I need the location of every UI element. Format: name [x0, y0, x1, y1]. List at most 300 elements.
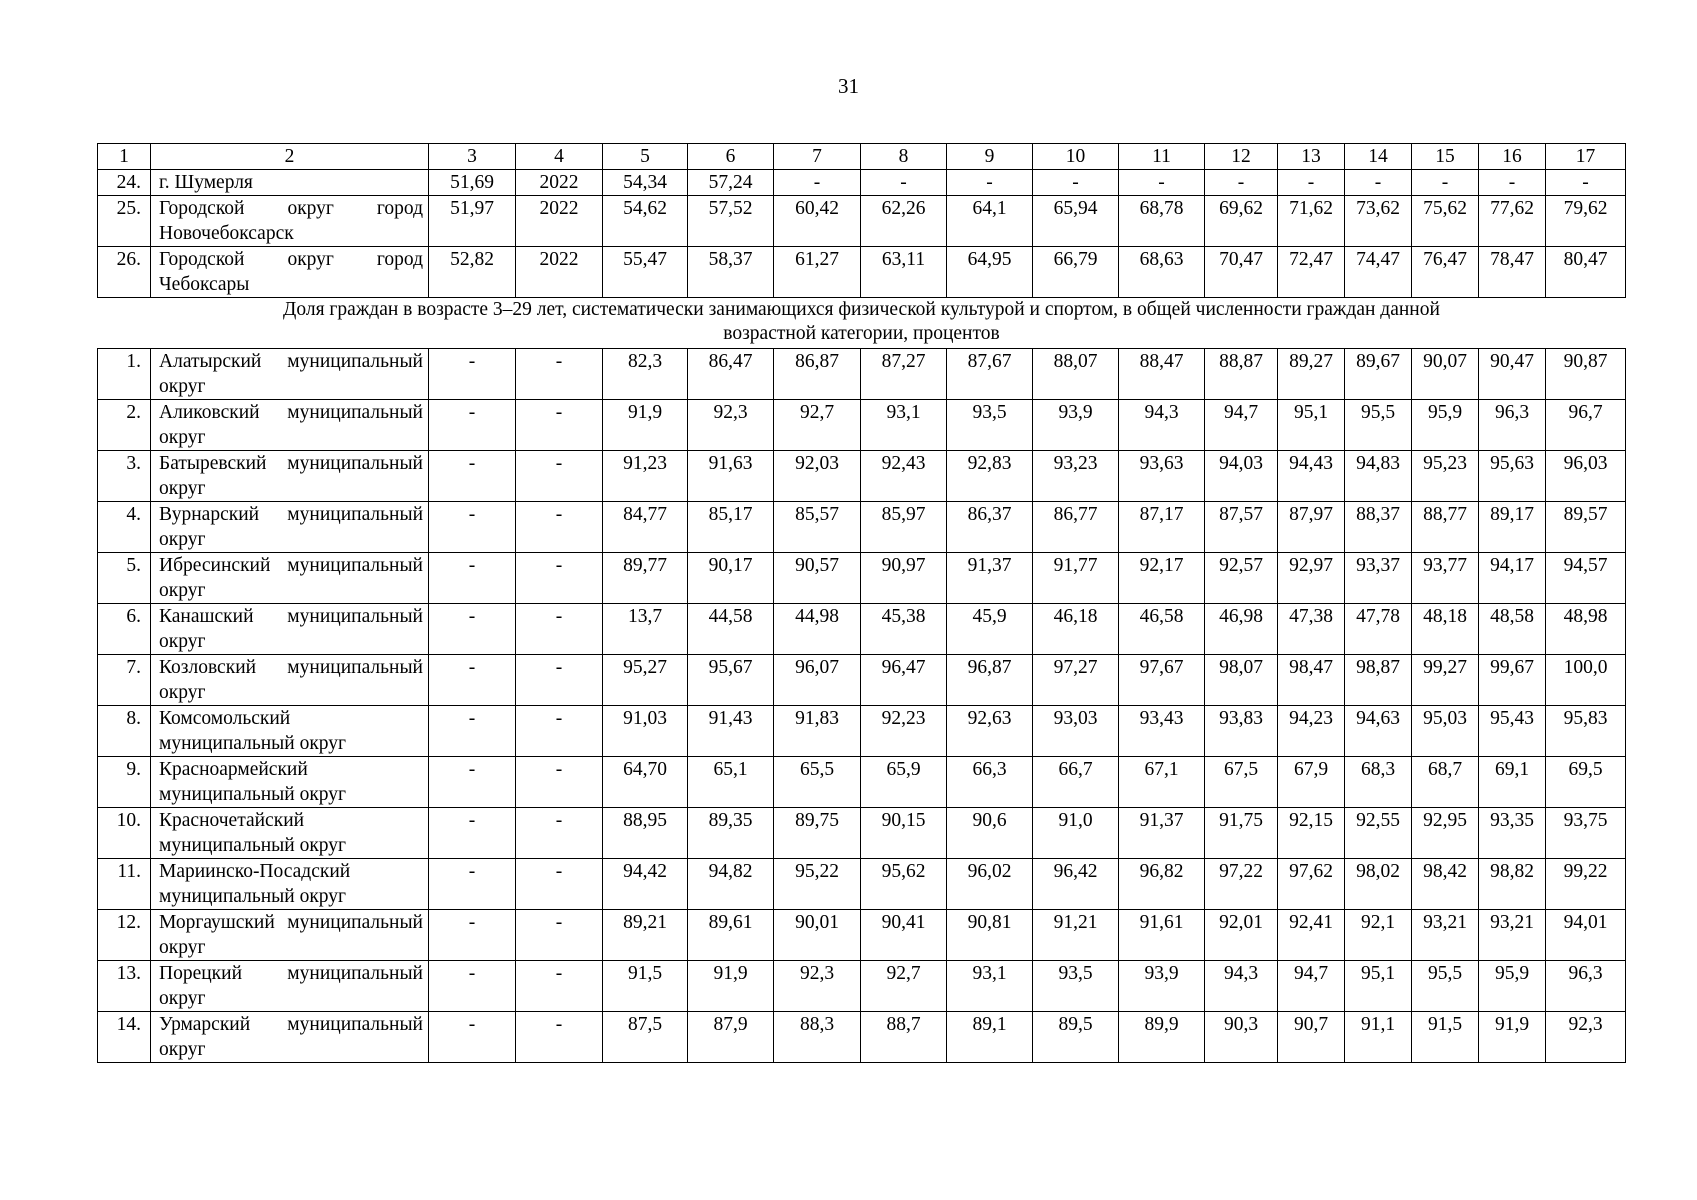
row-number-cell: 6.	[98, 604, 151, 655]
row-number-cell: 13.	[98, 961, 151, 1012]
value-cell: -	[1479, 170, 1546, 196]
value-cell: 89,1	[947, 1012, 1033, 1063]
value-cell: 91,5	[603, 961, 688, 1012]
value-cell: 92,3	[774, 961, 861, 1012]
value-cell: 89,21	[603, 910, 688, 961]
value-cell: 94,83	[1345, 451, 1412, 502]
value-cell: 99,22	[1546, 859, 1626, 910]
value-cell: 44,98	[774, 604, 861, 655]
value-cell: 91,9	[688, 961, 774, 1012]
value-cell: 94,3	[1119, 400, 1205, 451]
value-cell: -	[516, 961, 603, 1012]
value-cell: -	[429, 451, 516, 502]
value-cell: -	[429, 553, 516, 604]
value-cell: 94,01	[1546, 910, 1626, 961]
value-cell: 92,03	[774, 451, 861, 502]
value-cell: -	[516, 706, 603, 757]
value-cell: 93,1	[947, 961, 1033, 1012]
value-cell: 64,95	[947, 247, 1033, 298]
value-cell: 97,67	[1119, 655, 1205, 706]
value-cell: 85,57	[774, 502, 861, 553]
column-number-cell: 12	[1205, 144, 1278, 170]
value-cell: 90,81	[947, 910, 1033, 961]
value-cell: 96,7	[1546, 400, 1626, 451]
column-number-cell: 2	[151, 144, 429, 170]
value-cell: 77,62	[1479, 196, 1546, 247]
value-cell: 13,7	[603, 604, 688, 655]
value-cell: 46,98	[1205, 604, 1278, 655]
value-cell: 98,42	[1412, 859, 1479, 910]
value-cell: 45,9	[947, 604, 1033, 655]
value-cell: 68,78	[1119, 196, 1205, 247]
table-row	[98, 349, 1626, 400]
municipality-name-cell: Порецкий муниципальный округ	[151, 961, 429, 1012]
value-cell: 90,97	[861, 553, 947, 604]
value-cell: 88,77	[1412, 502, 1479, 553]
value-cell: 94,82	[688, 859, 774, 910]
value-cell: 89,75	[774, 808, 861, 859]
value-cell: 89,5	[1033, 1012, 1119, 1063]
value-cell: 92,15	[1278, 808, 1345, 859]
value-cell: 46,18	[1033, 604, 1119, 655]
value-cell: 94,57	[1546, 553, 1626, 604]
value-cell: 65,9	[861, 757, 947, 808]
value-cell: 75,62	[1412, 196, 1479, 247]
value-cell: 90,15	[861, 808, 947, 859]
value-cell: 58,37	[688, 247, 774, 298]
table-row	[98, 1012, 1626, 1063]
value-cell: 96,03	[1546, 451, 1626, 502]
value-cell: 85,97	[861, 502, 947, 553]
value-cell: -	[429, 859, 516, 910]
value-cell: 66,79	[1033, 247, 1119, 298]
section-title: Доля граждан в возрасте 3–29 лет, систематически занимающихся физической культурой и спортом, в общей численности граждан данной возрастной категории, процентов	[98, 298, 1626, 349]
value-cell: 94,42	[603, 859, 688, 910]
value-cell: 93,75	[1546, 808, 1626, 859]
value-cell: -	[429, 1012, 516, 1063]
value-cell: 55,47	[603, 247, 688, 298]
value-cell: 91,5	[1412, 1012, 1479, 1063]
value-cell: -	[774, 170, 861, 196]
value-cell: 92,83	[947, 451, 1033, 502]
row-number-cell: 12.	[98, 910, 151, 961]
value-cell: 92,95	[1412, 808, 1479, 859]
value-cell: 91,37	[947, 553, 1033, 604]
value-cell: 90,7	[1278, 1012, 1345, 1063]
value-cell: 70,47	[1205, 247, 1278, 298]
value-cell: 64,70	[603, 757, 688, 808]
value-cell: 96,07	[774, 655, 861, 706]
value-cell: 88,37	[1345, 502, 1412, 553]
value-cell: 91,23	[603, 451, 688, 502]
value-cell: -	[429, 808, 516, 859]
section-title-row	[98, 298, 1626, 349]
row-number-cell: 2.	[98, 400, 151, 451]
column-number-cell: 4	[516, 144, 603, 170]
value-cell: 88,07	[1033, 349, 1119, 400]
value-cell: -	[429, 604, 516, 655]
value-cell: 92,3	[688, 400, 774, 451]
value-cell: 89,77	[603, 553, 688, 604]
value-cell: 71,62	[1278, 196, 1345, 247]
value-cell: 90,6	[947, 808, 1033, 859]
value-cell: 93,35	[1479, 808, 1546, 859]
value-cell: 68,3	[1345, 757, 1412, 808]
value-cell: 95,1	[1278, 400, 1345, 451]
value-cell: 67,9	[1278, 757, 1345, 808]
value-cell: -	[1033, 170, 1119, 196]
value-cell: 88,87	[1205, 349, 1278, 400]
value-cell: -	[861, 170, 947, 196]
value-cell: 69,1	[1479, 757, 1546, 808]
value-cell: 95,9	[1479, 961, 1546, 1012]
row-number-cell: 25.	[98, 196, 151, 247]
value-cell: -	[1412, 170, 1479, 196]
value-cell: 54,62	[603, 196, 688, 247]
value-cell: 91,03	[603, 706, 688, 757]
value-cell: -	[516, 502, 603, 553]
row-number-cell: 10.	[98, 808, 151, 859]
value-cell: 87,5	[603, 1012, 688, 1063]
value-cell: 95,27	[603, 655, 688, 706]
value-cell: 47,78	[1345, 604, 1412, 655]
value-cell: 92,23	[861, 706, 947, 757]
value-cell: 87,9	[688, 1012, 774, 1063]
value-cell: -	[516, 1012, 603, 1063]
municipality-name-cell: Городской округ город Чебоксары	[151, 247, 429, 298]
indicator-table	[97, 143, 1626, 1063]
row-number-cell: 9.	[98, 757, 151, 808]
column-number-cell: 6	[688, 144, 774, 170]
value-cell: 80,47	[1546, 247, 1626, 298]
value-cell: 93,37	[1345, 553, 1412, 604]
column-number-cell: 7	[774, 144, 861, 170]
value-cell: 91,0	[1033, 808, 1119, 859]
value-cell: 92,7	[861, 961, 947, 1012]
value-cell: 96,47	[861, 655, 947, 706]
value-cell: 93,9	[1033, 400, 1119, 451]
municipality-name-cell: Вурнарский муниципальный округ	[151, 502, 429, 553]
value-cell: 87,97	[1278, 502, 1345, 553]
value-cell: 100,0	[1546, 655, 1626, 706]
value-cell: 90,01	[774, 910, 861, 961]
column-number-cell: 3	[429, 144, 516, 170]
value-cell: 98,02	[1345, 859, 1412, 910]
value-cell: 93,21	[1479, 910, 1546, 961]
value-cell: 94,43	[1278, 451, 1345, 502]
value-cell: 73,62	[1345, 196, 1412, 247]
value-cell: 61,27	[774, 247, 861, 298]
value-cell: 87,67	[947, 349, 1033, 400]
value-cell: 95,5	[1412, 961, 1479, 1012]
value-cell: 91,63	[688, 451, 774, 502]
value-cell: 92,1	[1345, 910, 1412, 961]
municipality-name-cell: Городской округ город Новочебоксарск	[151, 196, 429, 247]
value-cell: 96,3	[1546, 961, 1626, 1012]
value-cell: -	[429, 655, 516, 706]
value-cell: 92,01	[1205, 910, 1278, 961]
value-cell: 93,9	[1119, 961, 1205, 1012]
value-cell: 45,38	[861, 604, 947, 655]
value-cell: 88,7	[861, 1012, 947, 1063]
value-cell: 65,94	[1033, 196, 1119, 247]
value-cell: 96,3	[1479, 400, 1546, 451]
value-cell: -	[429, 502, 516, 553]
value-cell: 62,26	[861, 196, 947, 247]
value-cell: 46,58	[1119, 604, 1205, 655]
value-cell: 93,43	[1119, 706, 1205, 757]
table-row	[98, 910, 1626, 961]
value-cell: 92,55	[1345, 808, 1412, 859]
value-cell: -	[1345, 170, 1412, 196]
value-cell: -	[1546, 170, 1626, 196]
value-cell: 96,87	[947, 655, 1033, 706]
column-number-cell: 14	[1345, 144, 1412, 170]
value-cell: 93,63	[1119, 451, 1205, 502]
row-number-cell: 3.	[98, 451, 151, 502]
value-cell: 91,9	[603, 400, 688, 451]
value-cell: 96,82	[1119, 859, 1205, 910]
value-cell: 94,7	[1278, 961, 1345, 1012]
value-cell: 91,77	[1033, 553, 1119, 604]
value-cell: 89,17	[1479, 502, 1546, 553]
value-cell: 90,57	[774, 553, 861, 604]
value-cell: 97,22	[1205, 859, 1278, 910]
value-cell: 95,43	[1479, 706, 1546, 757]
value-cell: 95,63	[1479, 451, 1546, 502]
value-cell: -	[516, 808, 603, 859]
value-cell: 48,98	[1546, 604, 1626, 655]
value-cell: 92,97	[1278, 553, 1345, 604]
value-cell: 93,5	[1033, 961, 1119, 1012]
value-cell: 86,87	[774, 349, 861, 400]
municipality-name-cell: г. Шумерля	[151, 170, 429, 196]
value-cell: 68,63	[1119, 247, 1205, 298]
value-cell: -	[429, 757, 516, 808]
row-number-cell: 11.	[98, 859, 151, 910]
value-cell: 87,27	[861, 349, 947, 400]
value-cell: 94,7	[1205, 400, 1278, 451]
value-cell: 90,07	[1412, 349, 1479, 400]
municipality-name-cell: Ибресинский муниципальный округ	[151, 553, 429, 604]
value-cell: 95,67	[688, 655, 774, 706]
value-cell: 88,3	[774, 1012, 861, 1063]
value-cell: 90,17	[688, 553, 774, 604]
value-cell: 89,67	[1345, 349, 1412, 400]
value-cell: 91,21	[1033, 910, 1119, 961]
value-cell: 89,9	[1119, 1012, 1205, 1063]
column-number-cell: 10	[1033, 144, 1119, 170]
value-cell: 95,03	[1412, 706, 1479, 757]
value-cell: 99,27	[1412, 655, 1479, 706]
value-cell: 67,5	[1205, 757, 1278, 808]
municipality-name-cell: Канашский муниципальный округ	[151, 604, 429, 655]
value-cell: -	[516, 604, 603, 655]
value-cell: -	[516, 757, 603, 808]
column-number-cell: 1	[98, 144, 151, 170]
value-cell: 65,1	[688, 757, 774, 808]
value-cell: -	[1205, 170, 1278, 196]
value-cell: 86,37	[947, 502, 1033, 553]
column-number-cell: 5	[603, 144, 688, 170]
value-cell: 74,47	[1345, 247, 1412, 298]
value-cell: 93,03	[1033, 706, 1119, 757]
municipality-name-cell: Моргаушский муниципальный округ	[151, 910, 429, 961]
value-cell: 91,75	[1205, 808, 1278, 859]
table-row	[98, 757, 1626, 808]
value-cell: 51,97	[429, 196, 516, 247]
column-number-row	[98, 144, 1626, 170]
municipality-name-cell: Батыревский муниципальный округ	[151, 451, 429, 502]
value-cell: -	[947, 170, 1033, 196]
value-cell: -	[429, 349, 516, 400]
value-cell: 51,69	[429, 170, 516, 196]
value-cell: 69,5	[1546, 757, 1626, 808]
table-row	[98, 247, 1626, 298]
value-cell: 91,83	[774, 706, 861, 757]
value-cell: 92,3	[1546, 1012, 1626, 1063]
value-cell: -	[1119, 170, 1205, 196]
table-row	[98, 859, 1626, 910]
value-cell: 95,9	[1412, 400, 1479, 451]
value-cell: 94,3	[1205, 961, 1278, 1012]
value-cell: 94,23	[1278, 706, 1345, 757]
value-cell: 2022	[516, 247, 603, 298]
value-cell: 90,3	[1205, 1012, 1278, 1063]
row-number-cell: 26.	[98, 247, 151, 298]
value-cell: 99,67	[1479, 655, 1546, 706]
value-cell: 72,47	[1278, 247, 1345, 298]
value-cell: -	[516, 400, 603, 451]
value-cell: 57,52	[688, 196, 774, 247]
value-cell: 60,42	[774, 196, 861, 247]
row-number-cell: 14.	[98, 1012, 151, 1063]
row-number-cell: 1.	[98, 349, 151, 400]
table-row	[98, 170, 1626, 196]
value-cell: 87,17	[1119, 502, 1205, 553]
value-cell: 47,38	[1278, 604, 1345, 655]
table-row	[98, 502, 1626, 553]
value-cell: 87,57	[1205, 502, 1278, 553]
value-cell: 66,3	[947, 757, 1033, 808]
value-cell: 88,47	[1119, 349, 1205, 400]
value-cell: 93,21	[1412, 910, 1479, 961]
value-cell: 52,82	[429, 247, 516, 298]
value-cell: 89,57	[1546, 502, 1626, 553]
value-cell: 91,43	[688, 706, 774, 757]
municipality-name-cell: Урмарский муниципальный округ	[151, 1012, 429, 1063]
value-cell: -	[516, 910, 603, 961]
column-number-cell: 9	[947, 144, 1033, 170]
value-cell: 91,37	[1119, 808, 1205, 859]
value-cell: 63,11	[861, 247, 947, 298]
column-number-cell: 11	[1119, 144, 1205, 170]
value-cell: -	[516, 451, 603, 502]
value-cell: 98,07	[1205, 655, 1278, 706]
value-cell: 68,7	[1412, 757, 1479, 808]
value-cell: 85,17	[688, 502, 774, 553]
value-cell: 98,82	[1479, 859, 1546, 910]
value-cell: -	[429, 961, 516, 1012]
table-row	[98, 400, 1626, 451]
municipality-name-cell: Аликовский муниципальный округ	[151, 400, 429, 451]
value-cell: 92,43	[861, 451, 947, 502]
value-cell: -	[429, 910, 516, 961]
value-cell: 97,27	[1033, 655, 1119, 706]
value-cell: 86,47	[688, 349, 774, 400]
value-cell: 95,5	[1345, 400, 1412, 451]
value-cell: 48,58	[1479, 604, 1546, 655]
value-cell: 92,17	[1119, 553, 1205, 604]
table-row	[98, 196, 1626, 247]
value-cell: -	[429, 400, 516, 451]
value-cell: 48,18	[1412, 604, 1479, 655]
value-cell: 66,7	[1033, 757, 1119, 808]
value-cell: 92,63	[947, 706, 1033, 757]
value-cell: 91,9	[1479, 1012, 1546, 1063]
value-cell: 57,24	[688, 170, 774, 196]
value-cell: 93,83	[1205, 706, 1278, 757]
value-cell: 2022	[516, 170, 603, 196]
municipality-name-cell: Красночетайский муниципальный округ	[151, 808, 429, 859]
value-cell: 93,5	[947, 400, 1033, 451]
column-number-cell: 16	[1479, 144, 1546, 170]
municipality-name-cell: Алатырский муниципальный округ	[151, 349, 429, 400]
page-number: 31	[838, 74, 859, 98]
value-cell: -	[516, 655, 603, 706]
value-cell: -	[516, 859, 603, 910]
value-cell: 44,58	[688, 604, 774, 655]
value-cell: 95,23	[1412, 451, 1479, 502]
value-cell: 65,5	[774, 757, 861, 808]
row-number-cell: 7.	[98, 655, 151, 706]
value-cell: 94,03	[1205, 451, 1278, 502]
value-cell: 92,7	[774, 400, 861, 451]
table-row	[98, 655, 1626, 706]
value-cell: 97,62	[1278, 859, 1345, 910]
value-cell: 67,1	[1119, 757, 1205, 808]
row-number-cell: 24.	[98, 170, 151, 196]
value-cell: 69,62	[1205, 196, 1278, 247]
value-cell: 88,95	[603, 808, 688, 859]
value-cell: 54,34	[603, 170, 688, 196]
value-cell: 98,87	[1345, 655, 1412, 706]
value-cell: -	[516, 553, 603, 604]
value-cell: 93,23	[1033, 451, 1119, 502]
row-number-cell: 5.	[98, 553, 151, 604]
municipality-name-cell: Козловский муниципальный округ	[151, 655, 429, 706]
value-cell: 96,02	[947, 859, 1033, 910]
value-cell: 78,47	[1479, 247, 1546, 298]
table-row	[98, 451, 1626, 502]
value-cell: 95,22	[774, 859, 861, 910]
value-cell: 95,62	[861, 859, 947, 910]
value-cell: 91,1	[1345, 1012, 1412, 1063]
value-cell: 96,42	[1033, 859, 1119, 910]
value-cell: 84,77	[603, 502, 688, 553]
value-cell: 64,1	[947, 196, 1033, 247]
value-cell: 90,87	[1546, 349, 1626, 400]
value-cell: 92,41	[1278, 910, 1345, 961]
value-cell: 2022	[516, 196, 603, 247]
value-cell: -	[1278, 170, 1345, 196]
value-cell: 89,27	[1278, 349, 1345, 400]
value-cell: 91,61	[1119, 910, 1205, 961]
table-row	[98, 604, 1626, 655]
municipality-name-cell: Красноармейский муниципальный округ	[151, 757, 429, 808]
value-cell: 95,83	[1546, 706, 1626, 757]
value-cell: 89,35	[688, 808, 774, 859]
